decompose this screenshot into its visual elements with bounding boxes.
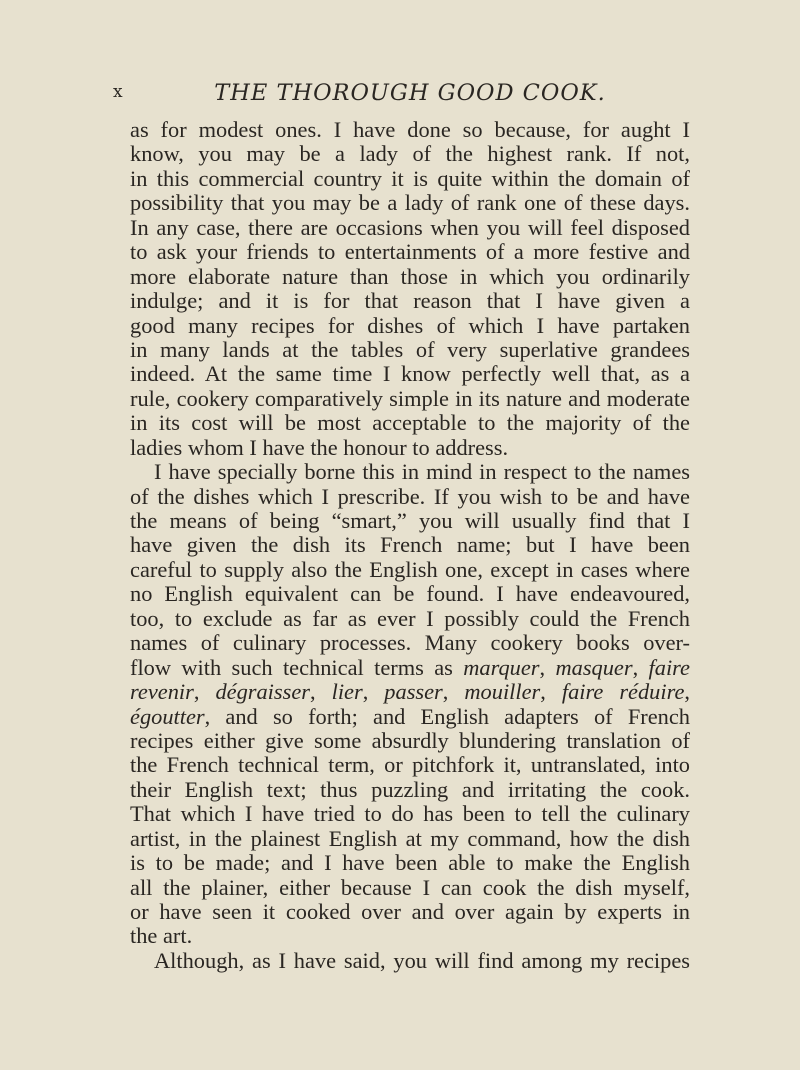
italic-term: faire réduire bbox=[561, 679, 685, 705]
text-line: That which I have tried to do has been to tell the culinary bbox=[130, 801, 690, 827]
italic-term: mouiller bbox=[464, 679, 541, 705]
text-line-with-italics: revenir, dégraisser, lier, passer, mouiller, faire réduire, bbox=[130, 679, 691, 705]
text-line-with-italics: égoutter, and so forth; and English adapters of French bbox=[130, 703, 690, 729]
italic-term: passer bbox=[384, 679, 443, 705]
page-number: x bbox=[113, 82, 124, 102]
text-line: possibility that you may be a lady of rank one of these days. bbox=[130, 190, 690, 216]
text-line: more elaborate nature than those in which you ordinarily bbox=[130, 263, 690, 289]
text-line: know, you may be a lady of the highest rank. If not, bbox=[130, 141, 690, 167]
text-line: in many lands at the tables of very superlative grandees bbox=[130, 336, 690, 362]
italic-term: masquer bbox=[555, 654, 633, 680]
text-line: In any case, there are occasions when you will feel disposed bbox=[130, 214, 690, 240]
italic-term: marquer bbox=[463, 654, 540, 680]
italic-term: égoutter bbox=[130, 703, 205, 729]
body-text bbox=[130, 118, 690, 973]
italic-term: dégraisser bbox=[215, 679, 310, 705]
text-line: indeed. At the same time I know perfectly well that, as a bbox=[130, 361, 690, 387]
text-line: all the plainer, either because I can cook the dish myself, bbox=[130, 874, 690, 900]
text-line: their English text; thus puzzling and irritating the cook. bbox=[130, 776, 690, 802]
text-line: artist, in the plainest English at my command, how the dish bbox=[130, 825, 690, 851]
text-line: or have seen it cooked over and over again by experts in bbox=[130, 899, 690, 924]
text-line: careful to supply also the English one, except in cases where bbox=[130, 556, 690, 582]
text-line: I have specially borne this in mind in respect to the names bbox=[154, 459, 690, 485]
text-line: indulge; and it is for that reason that I have given a bbox=[130, 288, 690, 314]
text-fragment: flow with such technical terms as bbox=[130, 654, 464, 680]
text-line: have given the dish its French name; but I have been bbox=[130, 532, 690, 558]
page-header bbox=[0, 80, 800, 110]
text-line: is to be made; and I have been able to make the English bbox=[130, 850, 690, 876]
text-line: the French technical term, or pitchfork it, untranslated, into bbox=[130, 752, 690, 778]
text-line: ladies whom I have the honour to address. bbox=[130, 434, 509, 460]
italic-term: lier bbox=[331, 679, 363, 705]
text-line: recipes either give some absurdly blundering translation of bbox=[130, 727, 690, 753]
text-line: to ask your friends to entertainments of a more festive and bbox=[130, 239, 690, 265]
italic-term: faire bbox=[648, 654, 690, 680]
text-line: in its cost will be most acceptable to the majority of the bbox=[130, 410, 690, 436]
text-line: too, to exclude as far as ever I possibly could the French bbox=[130, 605, 690, 631]
text-line: Although, as I have said, you will find among my recipes bbox=[154, 947, 690, 973]
text-line: of the dishes which I prescribe. If you wish to be and have bbox=[130, 483, 690, 509]
text-line: in this commercial country it is quite within the domain of bbox=[130, 165, 690, 191]
text-line-with-italics: flow with such technical terms as marquer, masquer, faire bbox=[130, 654, 690, 680]
text-line: the art. bbox=[130, 923, 193, 949]
running-title: THE THOROUGH GOOD COOK. bbox=[214, 80, 606, 106]
text-line: no English equivalent can be found. I have endeavoured, bbox=[130, 581, 690, 607]
italic-term: revenir bbox=[130, 679, 194, 705]
text-line: names of culinary processes. Many cookery books over- bbox=[130, 630, 690, 656]
text-line: rule, cookery comparatively simple in its nature and moderate bbox=[130, 385, 690, 411]
text-line: the means of being “smart,” you will usually find that I bbox=[130, 508, 690, 533]
text-line: as for modest ones. I have done so because, for aught I bbox=[130, 117, 690, 142]
text-line: good many recipes for dishes of which I have partaken bbox=[130, 312, 690, 338]
